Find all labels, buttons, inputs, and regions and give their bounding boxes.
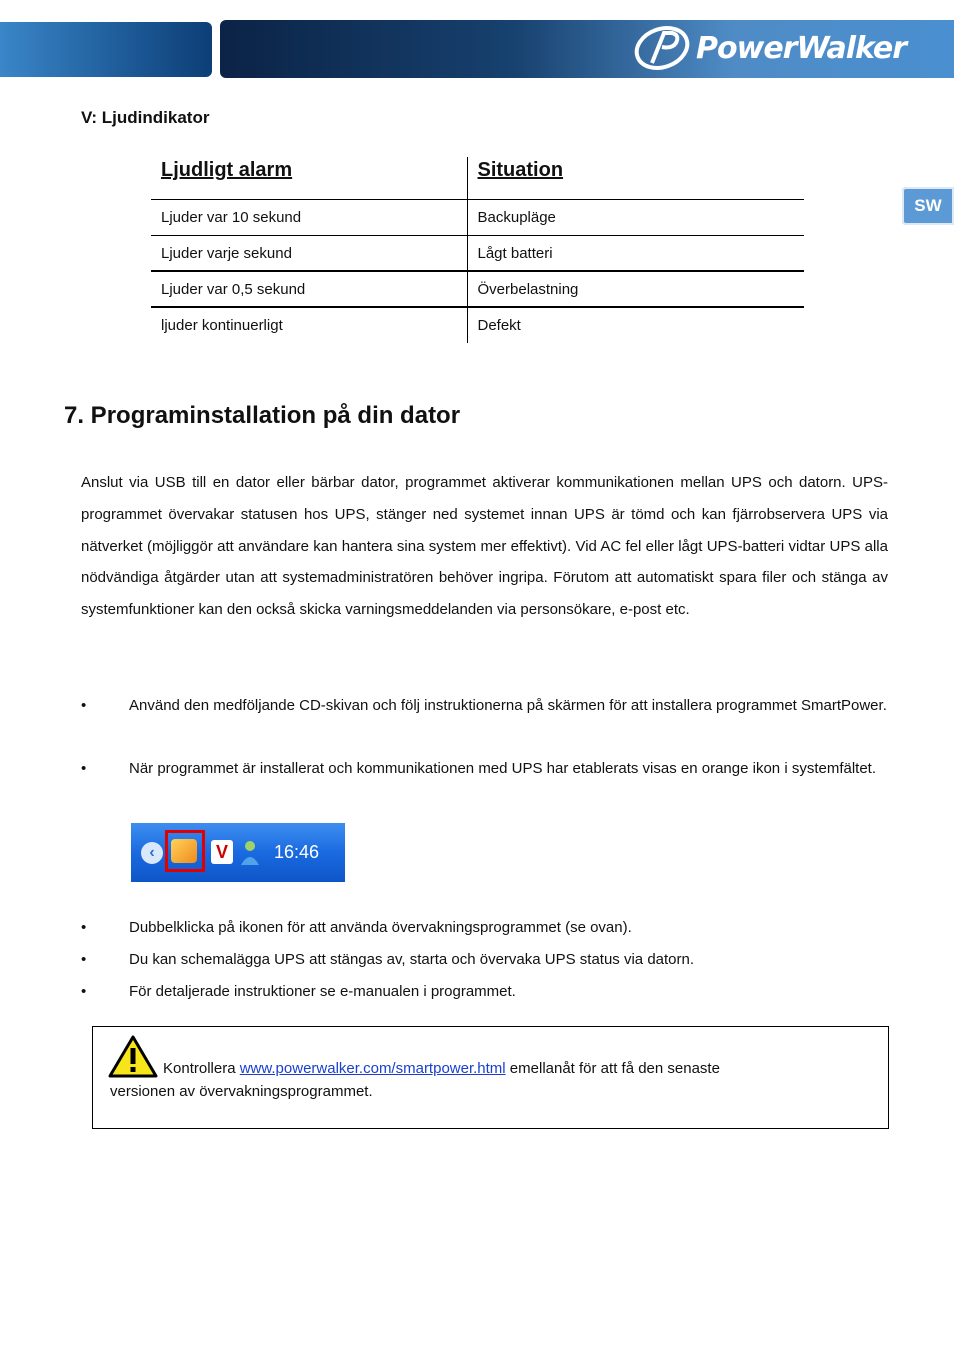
table-row: [151, 307, 804, 343]
clock-time: 16:46: [274, 842, 320, 862]
table-cell: Lågt batteri: [467, 235, 804, 271]
table-cell: Ljuder var 10 sekund: [151, 199, 467, 235]
bullet-marker: •: [81, 983, 87, 1000]
language-tab[interactable]: SW: [902, 187, 954, 225]
note-box: [92, 1026, 889, 1129]
table-cell: Ljuder var 0,5 sekund: [151, 271, 467, 307]
bullet-marker: •: [81, 697, 87, 714]
table-cell: Ljuder varje sekund: [151, 235, 467, 271]
column-header: Ljudligt alarm: [151, 157, 467, 199]
list-item-text: När programmet är installerat och kommunikationen med UPS har etablerats visas en orange ikon i systemfältet.: [129, 760, 877, 777]
intro-paragraph: Anslut via USB till en dator eller bärbar dator, programmet aktiverar kommunikationen mellan UPS och datorn. UPS-programmet övervakar statusen hos UPS, stänger ned systemet innan UPS är tömd och kan fjärrobservera UPS via nätverket (möjliggör att användare kan hantera sina system mer effektivt). Vid AC fel eller lågt UPS-batteri vidtar UPS alla nödvändiga åtgärder utan att systemadministratören behöver ingripa. Förutom att automatiskt spara filer och stänga av systemfunktioner kan den också skicka varningsmeddelanden via personsökare, e-post etc.: [81, 474, 888, 619]
brand-name: PowerWalker: [696, 30, 907, 66]
header-bar-left: [0, 22, 212, 77]
list-item-text: Använd den medföljande CD-skivan och följ instruktionerna på skärmen för att installera programmet SmartPower.: [129, 697, 887, 714]
note-text-line2: versionen av övervakningsprogrammet.: [110, 1083, 373, 1100]
subheading: V: Ljudindikator: [81, 108, 210, 127]
messenger-user-icon: [239, 839, 261, 865]
smartpower-link[interactable]: www.powerwalker.com/smartpower.html: [239, 1060, 506, 1077]
note-text-after: emellanåt för att få den senaste: [505, 1060, 720, 1077]
bullet-marker: •: [81, 951, 87, 968]
warning-icon: [108, 1034, 158, 1079]
expand-arrow-icon: ‹: [141, 842, 163, 864]
table-cell: Defekt: [477, 317, 521, 334]
bullet-marker: •: [81, 760, 87, 777]
table-header-row: [151, 157, 804, 199]
bullet-marker: •: [81, 919, 87, 936]
list-item-text: För detaljerade instruktioner se e-manualen i programmet.: [129, 983, 516, 1000]
section-title: 7. Programinstallation på din dator: [64, 402, 461, 429]
list-item-text: Dubbelklicka på ikonen för att använda övervakningsprogrammet (se ovan).: [129, 919, 632, 936]
table-row: [151, 271, 804, 307]
alarm-table: [151, 157, 804, 343]
antivirus-tray-icon: V: [211, 840, 233, 864]
table-row: [151, 199, 804, 235]
note-text-before: Kontrollera: [163, 1060, 240, 1077]
ups-tray-icon: [171, 839, 197, 863]
table-cell: Backupläge: [467, 199, 804, 235]
list-item-text: Du kan schemalägga UPS att stängas av, starta och övervaka UPS status via datorn.: [129, 951, 695, 968]
system-tray-screenshot: [131, 823, 345, 882]
table-cell: ljuder kontinuerligt: [151, 307, 467, 343]
powerwalker-logo-icon: [632, 25, 692, 71]
brand-logo: [632, 24, 906, 72]
table-cell: Överbelastning: [467, 271, 804, 307]
note-text: [163, 1060, 720, 1077]
column-header: Situation: [467, 157, 804, 199]
table-row: [151, 235, 804, 271]
